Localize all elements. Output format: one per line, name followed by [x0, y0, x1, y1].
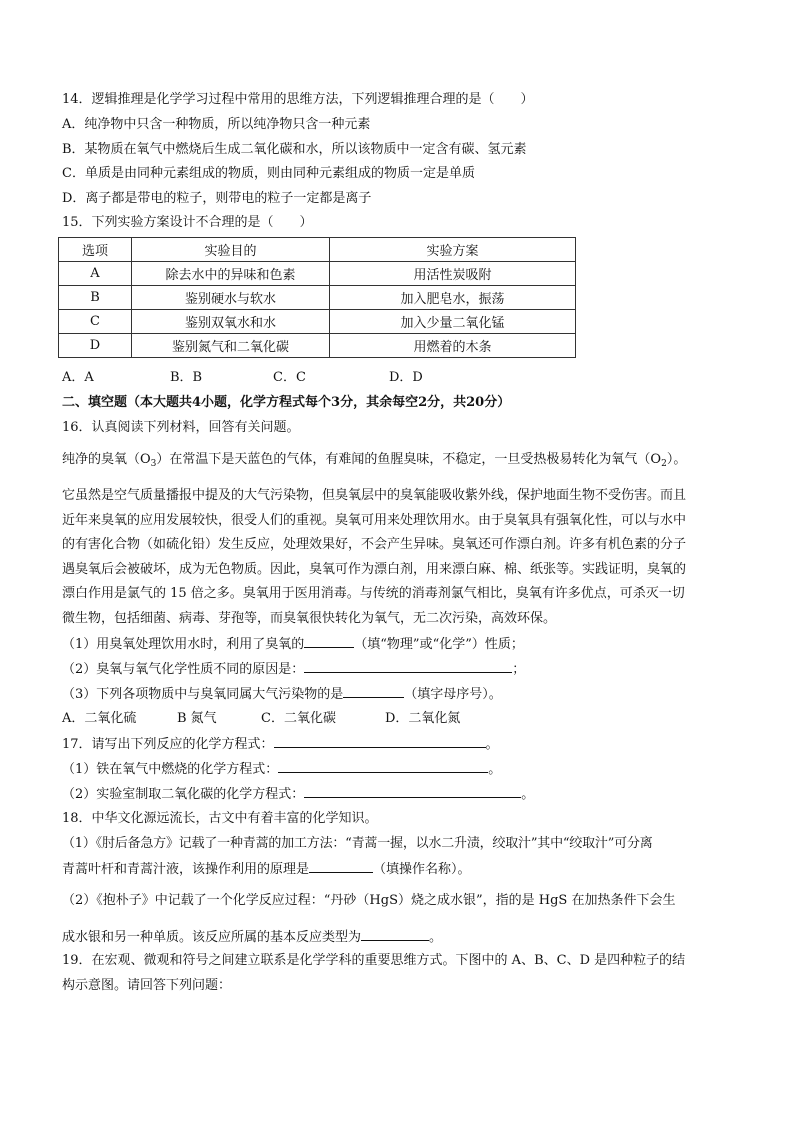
table-cell: A [59, 262, 132, 286]
table-row [59, 310, 576, 334]
q18-sub1-line [62, 860, 471, 879]
q16-passage-line [62, 451, 686, 473]
q17-stem-text: 。 [485, 737, 499, 752]
q15-table [58, 237, 576, 358]
q17-sub2 [62, 785, 534, 804]
q16-passage-line: 遇臭氧后会被破坏，成为无色物质。因此，臭氧可作为漂白剂，用来漂白麻、棉、纸张等。实践证明，臭氧的 [62, 562, 687, 577]
q15-option-c: C．C [273, 370, 306, 385]
q18-sub1-text: （填操作名称）。 [373, 862, 471, 877]
subscript-3: 3 [150, 459, 157, 469]
table-cell: C [59, 310, 132, 334]
q15-option-a: A．A [62, 370, 94, 385]
q17-sub1-text: 。 [488, 762, 502, 777]
q17-sub1-text: （1）铁在氧气中燃烧的化学方程式： [62, 762, 279, 777]
table-cell: 鉴别双氧水和水 [132, 310, 330, 334]
table-row [59, 262, 576, 286]
q18-sub2-text: 成水银和另一种单质。该反应所属的基本反应类型为 [62, 930, 362, 945]
q15-option-b: B．B [170, 370, 203, 385]
q14-stem: 14．逻辑推理是化学学习过程中常用的思维方法，下列逻辑推理合理的是（ ） [62, 92, 534, 107]
section-heading: 二、填空题（本大题共4小题，化学方程式每个3分，其余每空2分，共20分） [62, 395, 511, 410]
table-cell: 加入肥皂水，振荡 [330, 286, 576, 310]
q18-sub2-line: （2）《抱朴子》中记载了一个化学反应过程：“丹砂（HgS）烧之成水银”，指的是 HgS 在加热条件下会生 [62, 893, 676, 908]
answer-blank[interactable] [309, 860, 373, 873]
q16-sub3 [62, 685, 502, 704]
q16-passage-text: ）。 [666, 452, 687, 467]
q16-passage-line: 漂白作用是氯气的 15 倍之多。臭氧用于医用消毒。与传统的消毒剂氯气相比，臭氧有许多优点，可杀灭一切 [62, 586, 685, 601]
answer-blank[interactable] [304, 635, 354, 648]
q16-passage-text: ）在常温下是天蓝色的气体，有难闻的鱼腥臭味，不稳定，一旦受热极易转化为氧气（O [156, 452, 662, 467]
q16-options [62, 710, 460, 728]
answer-blank[interactable] [304, 785, 521, 798]
table-cell: D [59, 334, 132, 358]
q16-passage-line: 的有害化合物（如硫化铅）发生反应，处理效果好，不会产生异味。臭氧还可作漂白剂。许多有机色素的分子 [62, 537, 687, 552]
q14-option-c: C．单质是由同种元素组成的物质，则由同种元素组成的物质一定是单质 [62, 166, 475, 181]
q17-stem-text: 17．请写出下列反应的化学方程式： [62, 737, 274, 752]
answer-blank[interactable] [278, 760, 488, 773]
q16-option-b: B 氮气 [177, 711, 217, 726]
q17-sub2-text: 。 [521, 787, 535, 802]
subscript-2: 2 [661, 459, 667, 469]
q16-option-c: C．二氧化碳 [261, 711, 336, 726]
q16-sub2-text: （2）臭氧与氧气化学性质不同的原因是： [62, 662, 305, 677]
q18-stem: 18．中华文化源远流长，古文中有着丰富的化学知识。 [62, 811, 378, 826]
table-cell: 鉴别氮气和二氧化碳 [132, 334, 330, 358]
q19-stem-line: 19．在宏观、微观和符号之间建立联系是化学学科的重要思维方式。下图中的 A、B、C、D 是四种粒子的结 [62, 953, 686, 968]
table-cell: 用燃着的木条 [330, 334, 576, 358]
answer-blank[interactable] [343, 685, 404, 698]
q16-sub2-text: ； [512, 662, 526, 677]
q15-stem: 15．下列实验方案设计不合理的是（ ） [62, 215, 313, 230]
table-cell: 除去水中的异味和色素 [132, 262, 330, 286]
q16-passage-text: 纯净的臭氧（O [62, 452, 151, 467]
q14-option-b: B．某物质在氧气中燃烧后生成二氧化碳和水，所以该物质中一定含有碳、氢元素 [62, 142, 527, 157]
table-cell: 用活性炭吸附 [330, 262, 576, 286]
q16-sub1-text: （1）用臭氧处理饮用水时，利用了臭氧的 [62, 637, 305, 652]
table-header-cell: 实验目的 [132, 238, 330, 262]
table-cell: B [59, 286, 132, 310]
q16-stem: 16．认真阅读下列材料，回答有关问题。 [62, 420, 300, 435]
table-header-row [59, 238, 576, 262]
answer-blank[interactable] [274, 735, 486, 748]
q16-sub3-text: （填字母序号）。 [404, 687, 502, 702]
q16-option-d: D．二氧化氮 [385, 711, 461, 726]
q16-passage-line: 它虽然是空气质量播报中提及的大气污染物，但臭氧层中的臭氧能吸收紫外线，保护地面生物不受伤害。而且 [62, 488, 687, 503]
table-cell: 加入少量二氧化锰 [330, 310, 576, 334]
q18-sub1-text: 青蒿叶杆和青蒿汁液，该操作利用的原理是 [62, 862, 310, 877]
answer-blank[interactable] [361, 928, 429, 941]
q18-sub1-line: （1）《肘后备急方》记载了一种青蒿的加工方法：“青蒿一握，以水二升渍，绞取汁”其中“绞取汁”可分离 [62, 836, 653, 851]
q15-options [62, 369, 423, 387]
q16-option-a: A．二氧化硫 [62, 711, 137, 726]
q18-sub2-text: 。 [429, 930, 443, 945]
q14-option-d: D．离子都是带电的粒子，则带电的粒子一定都是离子 [62, 191, 372, 206]
answer-blank[interactable] [304, 660, 512, 673]
table-cell: 鉴别硬水与软水 [132, 286, 330, 310]
q16-sub2 [62, 660, 525, 679]
q19-stem-line: 构示意图。请回答下列问题： [62, 978, 232, 993]
q16-sub1-text: （填“物理”或“化学”）性质； [354, 637, 524, 652]
q14-option-a: A．纯净物中只含一种物质，所以纯净物只含一种元素 [62, 117, 371, 132]
q18-sub2-line [62, 928, 442, 947]
table-row [59, 334, 576, 358]
q16-sub3-text: （3）下列各项物质中与臭氧同属大气污染物的是 [62, 687, 344, 702]
table-header-cell: 选项 [59, 238, 132, 262]
q16-passage-line: 微生物，包括细菌、病毒、芽孢等，而臭氧很快转化为氧气，无二次污染，高效环保。 [62, 611, 557, 626]
table-header-cell: 实验方案 [330, 238, 576, 262]
q17-sub2-text: （2）实验室制取二氧化碳的化学方程式： [62, 787, 305, 802]
q17-sub1 [62, 760, 501, 779]
q16-passage-line: 近年来臭氧的应用发展较快，很受人们的重视。臭氧可用来处理饮用水。由于臭氧具有强氧化性，可以与水中 [62, 513, 687, 528]
q15-option-d: D．D [389, 370, 423, 385]
q17-stem [62, 735, 499, 754]
table-row [59, 286, 576, 310]
q16-sub1 [62, 635, 524, 654]
